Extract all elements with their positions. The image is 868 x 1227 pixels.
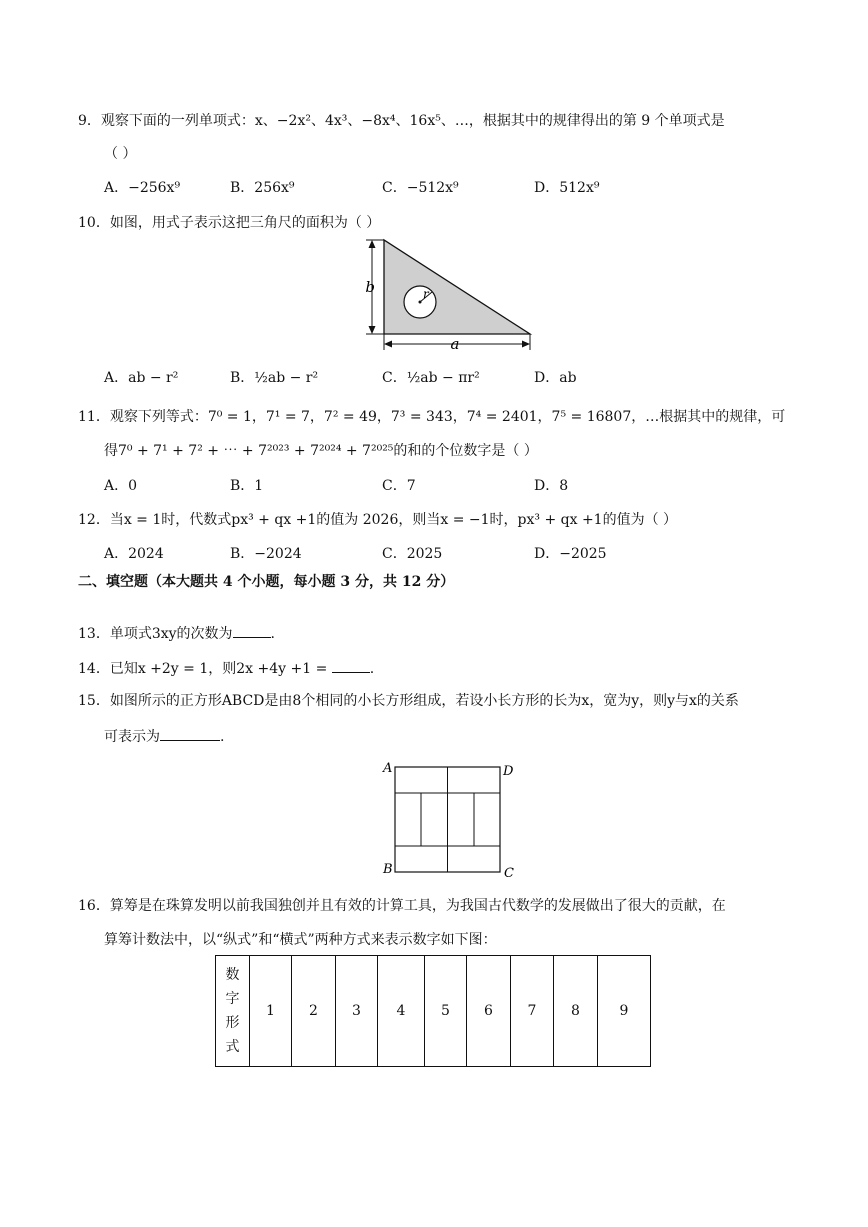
q14-text: 14．已知x +2y = 1，则2x +4y +1 = bbox=[78, 661, 332, 677]
section-title: 二、填空题 bbox=[78, 574, 148, 590]
q15-answer-blank[interactable] bbox=[160, 726, 220, 741]
table-cell: 3 bbox=[336, 956, 378, 1067]
q10-option-b: B．½ab − r² bbox=[230, 370, 319, 386]
q12-option-d: D．−2025 bbox=[534, 546, 607, 562]
vertex-c: C bbox=[504, 866, 514, 880]
q13-answer-blank[interactable] bbox=[233, 623, 271, 638]
q13-text: 13．单项式3xy的次数为 bbox=[78, 626, 233, 642]
table-header-text: 数字形式 bbox=[225, 967, 240, 1055]
q11-option-b: B．1 bbox=[230, 478, 264, 494]
table-cell: 5 bbox=[425, 956, 467, 1067]
square-abcd-figure bbox=[380, 758, 520, 880]
table-cell: 8 bbox=[554, 956, 598, 1067]
q15-stem-line1: 15．如图所示的正方形ABCD是由8个相同的小长方形组成，若设小长方形的长为x，宽为y，则y与x的关系 bbox=[78, 693, 739, 709]
q9-option-a: A．−256x⁹ bbox=[104, 180, 181, 196]
q15-period: . bbox=[220, 729, 225, 745]
q11-option-a: A．0 bbox=[104, 478, 138, 494]
q12-option-c: C．2025 bbox=[382, 546, 443, 562]
q13-period: . bbox=[270, 626, 275, 642]
q10-option-d: D．ab bbox=[534, 370, 577, 386]
q10-option-a: A．ab − r² bbox=[104, 370, 179, 386]
q14-period: . bbox=[369, 661, 375, 677]
table-cell: 6 bbox=[467, 956, 511, 1067]
triangle-ruler-figure bbox=[360, 234, 540, 354]
q16-stem-line1: 16．算筹是在珠算发明以前我国独创并且有效的计算工具，为我国古代数学的发展做出了很大的贡献，在 bbox=[78, 898, 726, 914]
q9-option-b: B．256x⁹ bbox=[230, 180, 295, 196]
q11-stem-line2: 得7⁰ + 7¹ + 7² + ⋯ + 7²⁰²³ + 7²⁰²⁴ + 7²⁰²⁵的和的个位数字是（ ） bbox=[104, 443, 538, 459]
q9-paren: （ ） bbox=[104, 146, 137, 162]
q12-option-a: A．2024 bbox=[104, 546, 164, 562]
q9-option-c: C．−512x⁹ bbox=[382, 180, 459, 196]
q14-stem bbox=[78, 658, 374, 679]
table-cell: 2 bbox=[292, 956, 336, 1067]
q11-option-d: D．8 bbox=[534, 478, 569, 494]
label-r: r bbox=[423, 287, 429, 301]
q12-option-b: B．−2024 bbox=[230, 546, 302, 562]
q10-option-c: C．½ab − πr² bbox=[382, 370, 480, 386]
q16-stem-line2: 算筹计数法中，以“纵式”和“横式”两种方式来表示数字如下图： bbox=[104, 932, 497, 948]
q13-stem bbox=[78, 623, 275, 644]
q9-stem: 9．观察下面的一列单项式：x、−2x²、4x³、−8x⁴、16x⁵、…，根据其中的规律得出的第 9 个单项式是 bbox=[78, 113, 725, 129]
vertex-b: B bbox=[383, 862, 393, 877]
counting-rod-table bbox=[215, 955, 651, 1067]
section-heading bbox=[78, 572, 454, 592]
q15-text: 可表示为 bbox=[104, 729, 160, 745]
table-cell: 4 bbox=[378, 956, 425, 1067]
table-cell: 7 bbox=[511, 956, 554, 1067]
table-cell: 1 bbox=[250, 956, 292, 1067]
label-a: a bbox=[450, 335, 460, 353]
q9-option-d: D．512x⁹ bbox=[534, 180, 600, 196]
triangle-shape bbox=[384, 240, 530, 334]
table-row bbox=[216, 956, 651, 1067]
q11-stem-line1: 11．观察下列等式：7⁰ = 1，7¹ = 7，7² = 49，7³ = 343，7⁴ = 2401，7⁵ = 16807，…根据其中的规律，可 bbox=[78, 409, 786, 425]
q12-stem: 12．当x = 1时，代数式px³ + qx +1的值为 2026，则当x = −1时，px³ + qx +1的值为（ ） bbox=[78, 512, 678, 528]
q15-stem-line2 bbox=[104, 726, 224, 747]
table-cell: 9 bbox=[598, 956, 651, 1067]
q14-answer-blank[interactable] bbox=[332, 658, 370, 673]
vertex-a: A bbox=[383, 761, 393, 776]
q10-stem: 10．如图，用式子表示这把三角尺的面积为（ ） bbox=[78, 215, 381, 231]
section-desc: （本大题共 4 个小题，每小题 3 分，共 12 分） bbox=[148, 574, 455, 590]
table-header-cell bbox=[216, 956, 250, 1067]
label-b: b bbox=[365, 278, 375, 296]
vertex-d: D bbox=[503, 764, 514, 779]
q11-option-c: C．7 bbox=[382, 478, 416, 494]
